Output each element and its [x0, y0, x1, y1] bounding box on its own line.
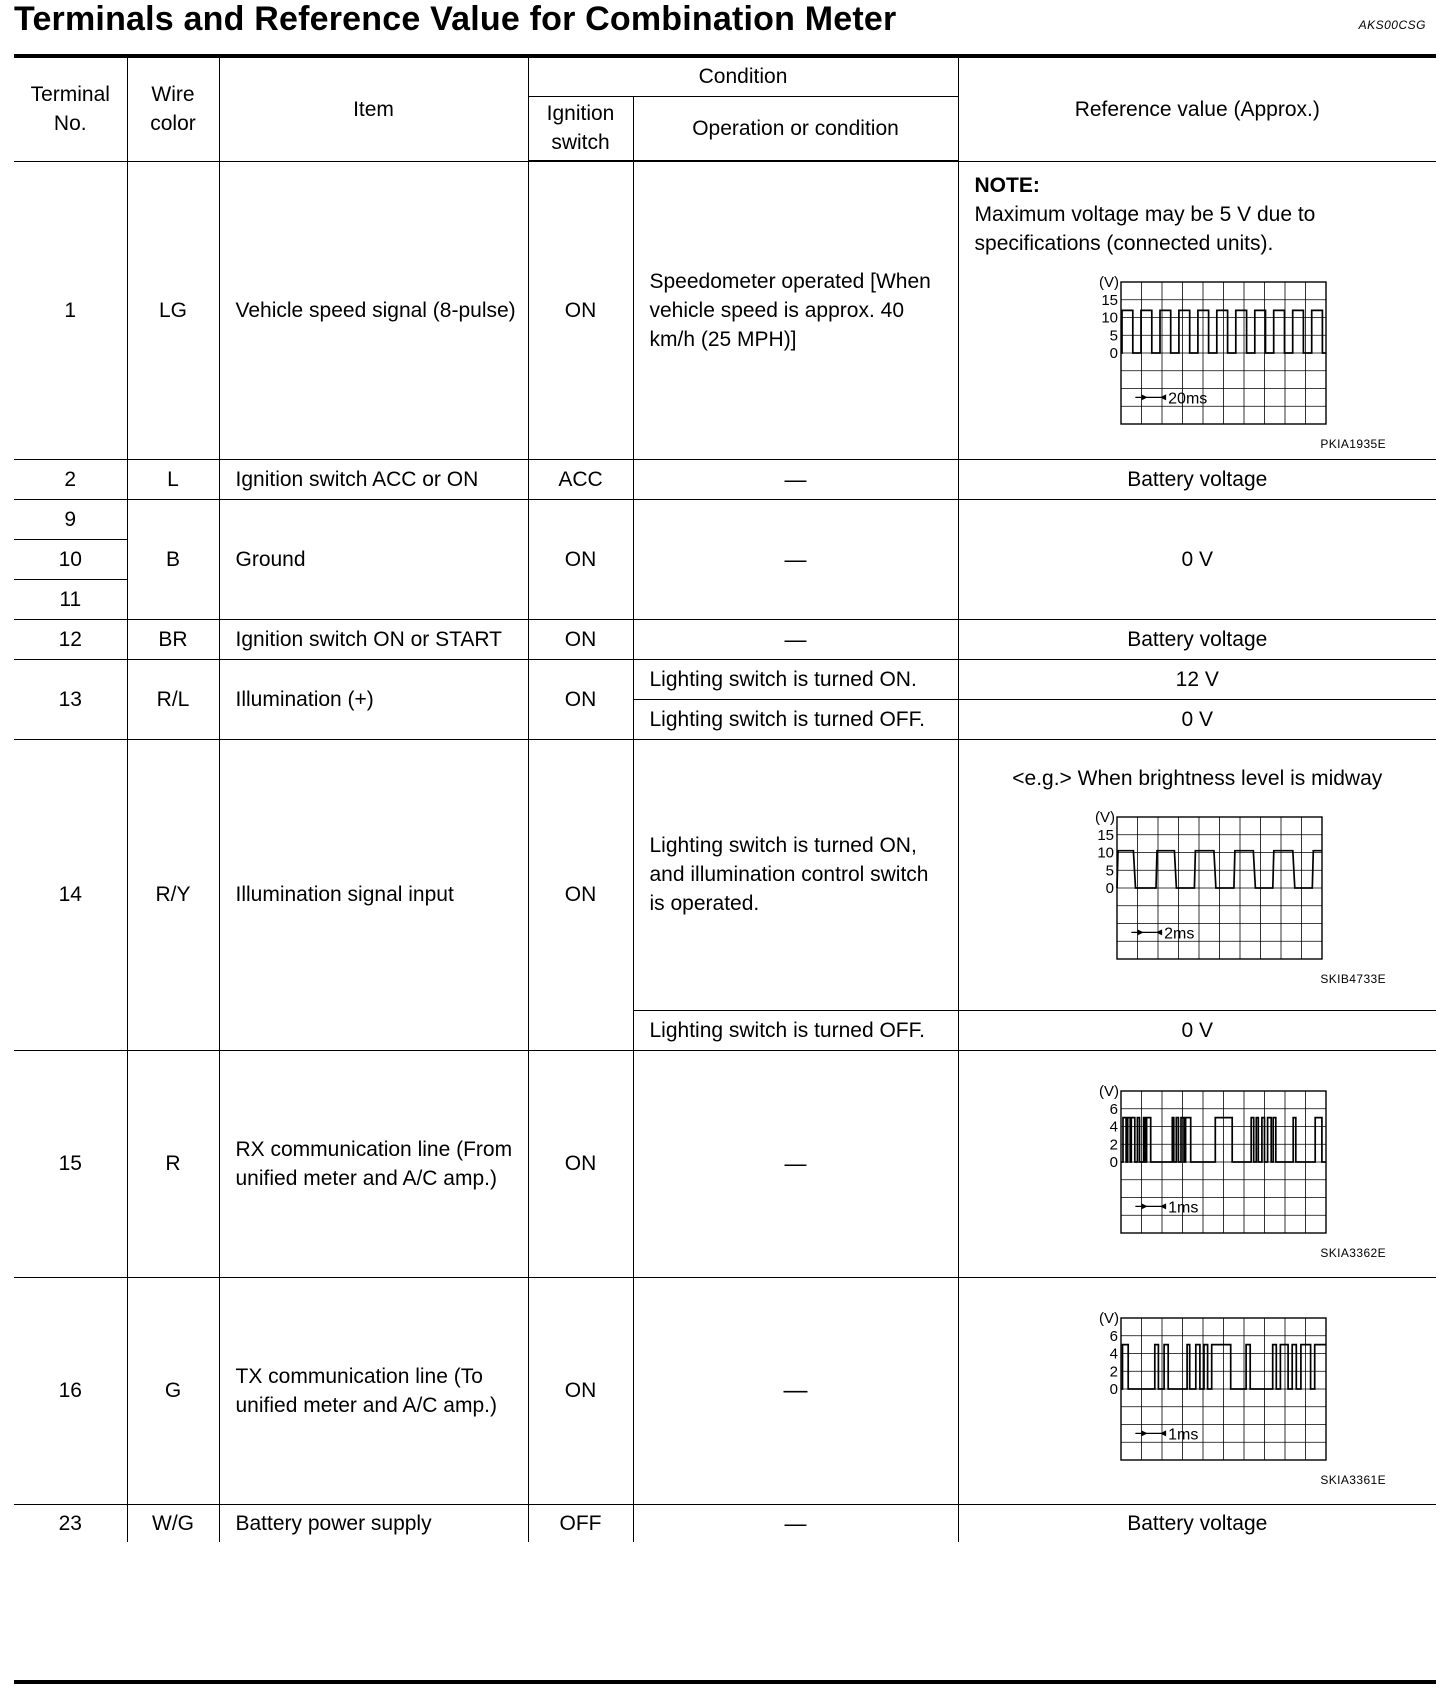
y-tick-label: 0: [1109, 1380, 1119, 1398]
table-row: [14, 499, 1436, 539]
note-text: Maximum voltage may be 5 V due to specifications (connected units).: [974, 202, 1316, 255]
header-terminal-no: Terminal No.: [14, 58, 127, 161]
table-row: [14, 659, 1436, 699]
timebase-label: 1ms: [1168, 1425, 1199, 1443]
wire-color-cell: L: [127, 459, 219, 499]
timebase-marker: [1136, 390, 1208, 407]
ignition-cell: OFF: [528, 1504, 633, 1542]
wire-color-cell: W/G: [127, 1504, 219, 1542]
ignition-cell: ON: [528, 1050, 633, 1277]
y-axis-unit: (V): [1099, 273, 1120, 291]
page-title: Terminals and Reference Value for Combination Meter: [14, 0, 897, 38]
y-tick-label: 5: [1105, 862, 1115, 880]
item-cell: TX communication line (To unified meter and A/C amp.): [219, 1277, 528, 1504]
timebase-arrow-right: [1160, 1203, 1166, 1209]
table-row: [14, 161, 1436, 459]
terminal-cell: 1: [14, 161, 127, 459]
operation-cell: Lighting switch is turned ON, and illumination control switch is operated.: [633, 739, 958, 1010]
figure-code: PKIA1935E: [1320, 436, 1387, 451]
table-row: [14, 1277, 1436, 1504]
y-tick-label: 15: [1097, 826, 1115, 844]
table-row: [14, 1050, 1436, 1277]
item-cell: Battery power supply: [219, 1504, 528, 1542]
reference-cell: [958, 739, 1436, 1010]
wire-color-cell: R/Y: [127, 739, 219, 1050]
ignition-cell: ON: [528, 739, 633, 1050]
item-cell: RX communication line (From unified meter and A/C amp.): [219, 1050, 528, 1277]
operation-cell: —: [633, 499, 958, 619]
y-tick-label: 0: [1105, 880, 1115, 897]
terminal-cell: 2: [14, 459, 127, 499]
terminal-cell: 15: [14, 1050, 127, 1277]
table-row: [14, 459, 1436, 499]
operation-cell: —: [633, 459, 958, 499]
reference-cell: 0 V: [958, 499, 1436, 619]
wire-color-cell: LG: [127, 161, 219, 459]
timebase-label: 1ms: [1168, 1198, 1199, 1216]
operation-cell: —: [633, 619, 958, 659]
operation-cell: —: [633, 1277, 958, 1504]
header-operation: Operation or condition: [633, 96, 958, 161]
item-cell: Vehicle speed signal (8-pulse): [219, 161, 528, 459]
y-tick-label: 2: [1109, 1135, 1119, 1153]
timebase-marker: [1136, 1199, 1199, 1216]
timebase-arrow-right: [1156, 929, 1162, 935]
item-cell: Ignition switch ACC or ON: [219, 459, 528, 499]
reference-cell: 12 V: [958, 659, 1436, 699]
rx-communication-waveform: [1071, 1073, 1331, 1243]
header-condition: Condition: [528, 58, 958, 96]
ignition-cell: ON: [528, 659, 633, 739]
item-cell: Ignition switch ON or START: [219, 619, 528, 659]
terminal-cell: 10: [14, 539, 127, 579]
operation-cell: Lighting switch is turned OFF.: [633, 699, 958, 739]
reference-cell: Battery voltage: [958, 619, 1436, 659]
terminal-reference-table: [14, 58, 1436, 1542]
figure-code: SKIB4733E: [1320, 972, 1387, 986]
reference-cell: Battery voltage: [958, 1504, 1436, 1542]
timebase-label: 20ms: [1168, 389, 1208, 407]
y-tick-label: 15: [1101, 291, 1119, 309]
table-row: [14, 619, 1436, 659]
terminal-cell: 13: [14, 659, 127, 739]
terminal-cell: 14: [14, 739, 127, 1050]
timebase-arrow-left: [1142, 394, 1148, 400]
y-tick-label: 6: [1109, 1327, 1119, 1345]
y-tick-label: 6: [1109, 1100, 1119, 1118]
figure-code: SKIA3362E: [1320, 1245, 1387, 1260]
timebase-arrow-right: [1160, 1430, 1166, 1436]
y-tick-label: 5: [1109, 326, 1119, 344]
operation-cell: —: [633, 1050, 958, 1277]
document-code: AKS00CSG: [1358, 18, 1426, 32]
y-tick-label: 10: [1101, 309, 1119, 326]
header-item: Item: [219, 58, 528, 161]
y-axis-unit: (V): [1099, 1309, 1120, 1327]
y-tick-label: 4: [1109, 1345, 1119, 1362]
terminal-cell: 11: [14, 579, 127, 619]
reference-cell: [958, 1277, 1436, 1504]
y-tick-label: 0: [1109, 344, 1119, 362]
ignition-cell: ON: [528, 1277, 633, 1504]
note-label: NOTE:: [974, 173, 1040, 197]
timebase-arrow-left: [1142, 1203, 1148, 1209]
ignition-cell: ON: [528, 499, 633, 619]
reference-caption: <e.g.> When brightness level is midway: [1012, 767, 1383, 790]
item-cell: Ground: [219, 499, 528, 619]
terminal-cell: 12: [14, 619, 127, 659]
ignition-cell: ACC: [528, 459, 633, 499]
operation-cell: Lighting switch is turned ON.: [633, 659, 958, 699]
wire-color-cell: R: [127, 1050, 219, 1277]
header-wire-color: Wire color: [127, 58, 219, 161]
operation-cell: Speedometer operated [When vehicle speed is approx. 40 km/h (25 MPH)]: [633, 161, 958, 459]
reference-cell: 0 V: [958, 699, 1436, 739]
table-row: [14, 1504, 1436, 1542]
item-cell: Illumination signal input: [219, 739, 528, 1050]
reference-cell: [958, 1050, 1436, 1277]
ignition-cell: ON: [528, 161, 633, 459]
wire-color-cell: B: [127, 499, 219, 619]
figure-code: SKIA3361E: [1320, 1472, 1387, 1487]
reference-cell: [958, 161, 1436, 459]
terminal-cell: 9: [14, 499, 127, 539]
y-tick-label: 0: [1109, 1153, 1119, 1171]
wire-color-cell: R/L: [127, 659, 219, 739]
terminal-cell: 23: [14, 1504, 127, 1542]
wire-color-cell: BR: [127, 619, 219, 659]
timebase-arrow-left: [1138, 929, 1144, 935]
operation-cell: —: [633, 1504, 958, 1542]
operation-cell: Lighting switch is turned OFF.: [633, 1010, 958, 1050]
header-reference-value: Reference value (Approx.): [958, 58, 1436, 161]
timebase-marker: [1136, 1426, 1199, 1443]
ignition-cell: ON: [528, 619, 633, 659]
reference-cell: 0 V: [958, 1010, 1436, 1050]
reference-cell: Battery voltage: [958, 459, 1436, 499]
timebase-label: 2ms: [1164, 925, 1195, 943]
item-cell: Illumination (+): [219, 659, 528, 739]
y-axis-unit: (V): [1099, 1082, 1120, 1100]
timebase-arrow-right: [1160, 394, 1166, 400]
timebase-marker: [1132, 925, 1195, 942]
terminal-cell: 16: [14, 1277, 127, 1504]
y-tick-label: 10: [1097, 844, 1115, 862]
speed-signal-waveform: [1071, 264, 1331, 434]
y-axis-unit: (V): [1095, 809, 1116, 826]
wire-color-cell: G: [127, 1277, 219, 1504]
y-tick-label: 4: [1109, 1118, 1119, 1135]
illumination-signal-waveform: [1067, 799, 1327, 969]
tx-communication-waveform: [1071, 1300, 1331, 1470]
bottom-rule: [14, 1680, 1436, 1684]
y-tick-label: 2: [1109, 1362, 1119, 1380]
table-row: [14, 739, 1436, 1010]
header-ignition-switch: Ignition switch: [528, 96, 633, 161]
timebase-arrow-left: [1142, 1430, 1148, 1436]
